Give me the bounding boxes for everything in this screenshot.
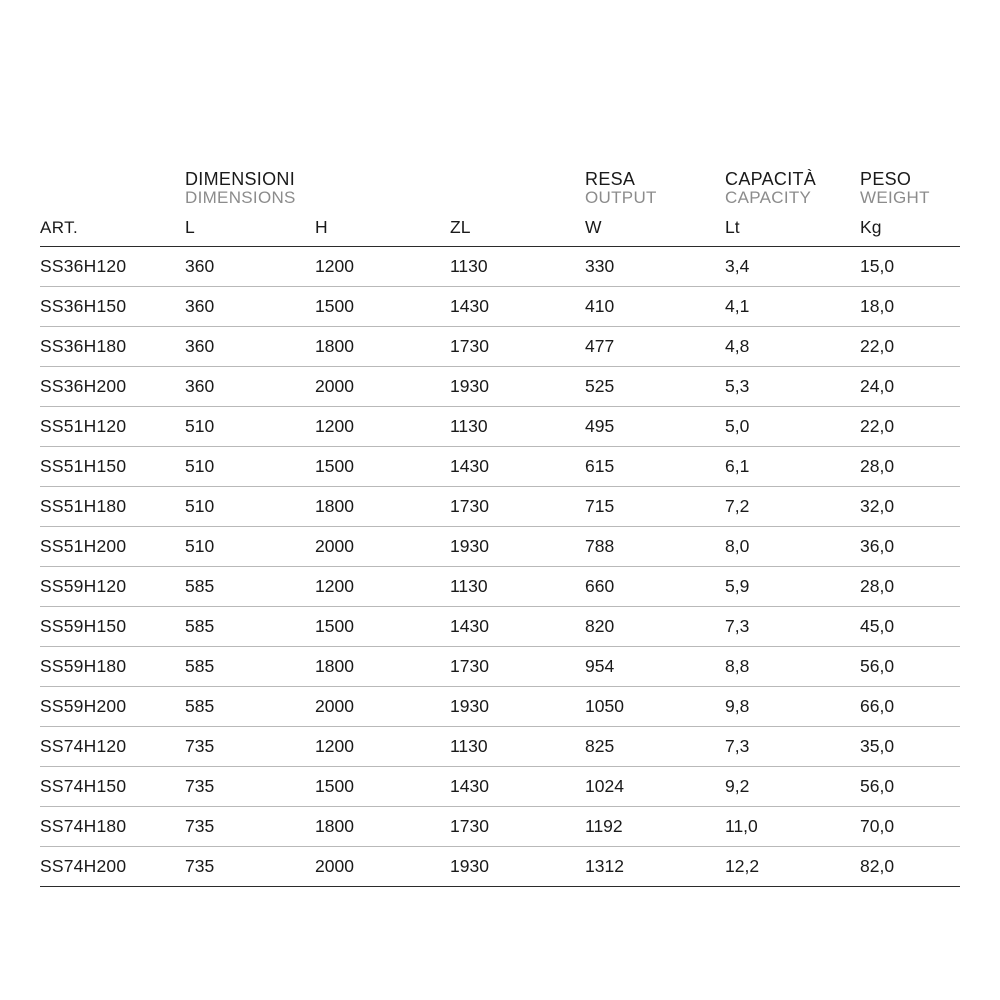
cell-kg: 24,0: [860, 366, 960, 406]
table-row: [40, 486, 960, 526]
table-row: [40, 526, 960, 566]
cell-l: 510: [185, 526, 315, 566]
cell-zl: 1430: [450, 446, 585, 486]
table-row: [40, 686, 960, 726]
table-body: [40, 246, 960, 886]
cell-h: 2000: [315, 846, 450, 886]
table-row: [40, 366, 960, 406]
cell-lt: 9,8: [725, 686, 860, 726]
cell-l: 360: [185, 246, 315, 286]
cell-h: 1800: [315, 326, 450, 366]
cell-zl: 1130: [450, 246, 585, 286]
cell-w: 410: [585, 286, 725, 326]
group-header-peso: [860, 170, 960, 211]
cell-w: 820: [585, 606, 725, 646]
specification-table: [40, 170, 960, 887]
cell-kg: 22,0: [860, 406, 960, 446]
cell-zl: 1730: [450, 806, 585, 846]
cell-kg: 28,0: [860, 446, 960, 486]
column-header-zl: ZL: [450, 211, 585, 247]
cell-zl: 1730: [450, 486, 585, 526]
cell-kg: 35,0: [860, 726, 960, 766]
cell-zl: 1430: [450, 766, 585, 806]
group-header-row: [40, 170, 960, 211]
cell-l: 360: [185, 366, 315, 406]
cell-art: SS51H200: [40, 526, 185, 566]
cell-art: SS74H180: [40, 806, 185, 846]
group-label-it: PESO: [860, 169, 912, 189]
cell-lt: 5,9: [725, 566, 860, 606]
cell-kg: 66,0: [860, 686, 960, 726]
cell-kg: 56,0: [860, 766, 960, 806]
group-header-resa: [585, 170, 725, 211]
cell-l: 585: [185, 646, 315, 686]
cell-w: 660: [585, 566, 725, 606]
table-row: [40, 846, 960, 886]
cell-h: 1800: [315, 486, 450, 526]
column-header-art: ART.: [40, 211, 185, 247]
cell-art: SS74H120: [40, 726, 185, 766]
cell-lt: 8,0: [725, 526, 860, 566]
cell-zl: 1430: [450, 286, 585, 326]
cell-w: 825: [585, 726, 725, 766]
table-row: [40, 646, 960, 686]
cell-art: SS36H150: [40, 286, 185, 326]
cell-w: 1024: [585, 766, 725, 806]
cell-l: 360: [185, 326, 315, 366]
cell-h: 2000: [315, 526, 450, 566]
column-header-w: W: [585, 211, 725, 247]
cell-lt: 5,3: [725, 366, 860, 406]
table-row: [40, 446, 960, 486]
cell-l: 735: [185, 806, 315, 846]
cell-h: 1500: [315, 446, 450, 486]
group-header-art: [40, 170, 185, 211]
cell-zl: 1930: [450, 686, 585, 726]
cell-h: 1800: [315, 806, 450, 846]
cell-h: 1800: [315, 646, 450, 686]
column-header-kg: Kg: [860, 211, 960, 247]
cell-art: SS59H200: [40, 686, 185, 726]
cell-h: 2000: [315, 366, 450, 406]
cell-lt: 9,2: [725, 766, 860, 806]
cell-w: 495: [585, 406, 725, 446]
table-row: [40, 286, 960, 326]
cell-lt: 6,1: [725, 446, 860, 486]
cell-h: 1200: [315, 246, 450, 286]
cell-art: SS51H120: [40, 406, 185, 446]
cell-kg: 36,0: [860, 526, 960, 566]
cell-kg: 70,0: [860, 806, 960, 846]
cell-zl: 1430: [450, 606, 585, 646]
group-label-it: RESA: [585, 169, 636, 189]
cell-zl: 1930: [450, 526, 585, 566]
group-header-capacita: [725, 170, 860, 211]
group-label-en: OUTPUT: [585, 187, 657, 207]
cell-w: 330: [585, 246, 725, 286]
cell-l: 510: [185, 446, 315, 486]
cell-lt: 4,8: [725, 326, 860, 366]
column-header-l: L: [185, 211, 315, 247]
cell-art: SS74H200: [40, 846, 185, 886]
table-row: [40, 246, 960, 286]
cell-lt: 3,4: [725, 246, 860, 286]
cell-w: 615: [585, 446, 725, 486]
cell-l: 735: [185, 766, 315, 806]
group-header-dimensioni: [185, 170, 585, 211]
cell-kg: 32,0: [860, 486, 960, 526]
cell-zl: 1930: [450, 366, 585, 406]
group-label-en: DIMENSIONS: [185, 187, 296, 207]
cell-art: SS51H180: [40, 486, 185, 526]
cell-zl: 1730: [450, 326, 585, 366]
cell-art: SS36H120: [40, 246, 185, 286]
cell-h: 2000: [315, 686, 450, 726]
cell-lt: 8,8: [725, 646, 860, 686]
cell-h: 1500: [315, 286, 450, 326]
cell-l: 585: [185, 686, 315, 726]
cell-w: 715: [585, 486, 725, 526]
cell-h: 1200: [315, 566, 450, 606]
column-header-h: H: [315, 211, 450, 247]
cell-lt: 5,0: [725, 406, 860, 446]
cell-h: 1200: [315, 406, 450, 446]
cell-kg: 28,0: [860, 566, 960, 606]
cell-lt: 7,2: [725, 486, 860, 526]
cell-kg: 45,0: [860, 606, 960, 646]
table-row: [40, 406, 960, 446]
cell-art: SS74H150: [40, 766, 185, 806]
cell-l: 510: [185, 406, 315, 446]
cell-zl: 1130: [450, 566, 585, 606]
group-label-en: WEIGHT: [860, 187, 930, 207]
group-label-it: DIMENSIONI: [185, 169, 296, 189]
cell-kg: 22,0: [860, 326, 960, 366]
cell-w: 477: [585, 326, 725, 366]
cell-l: 735: [185, 726, 315, 766]
cell-w: 1312: [585, 846, 725, 886]
cell-zl: 1930: [450, 846, 585, 886]
cell-w: 1192: [585, 806, 725, 846]
cell-lt: 12,2: [725, 846, 860, 886]
cell-w: 525: [585, 366, 725, 406]
cell-h: 1500: [315, 606, 450, 646]
cell-lt: 7,3: [725, 726, 860, 766]
cell-l: 585: [185, 606, 315, 646]
cell-art: SS59H150: [40, 606, 185, 646]
cell-kg: 56,0: [860, 646, 960, 686]
cell-kg: 82,0: [860, 846, 960, 886]
cell-zl: 1130: [450, 726, 585, 766]
table-row: [40, 566, 960, 606]
group-label-en: CAPACITY: [725, 187, 812, 207]
cell-w: 954: [585, 646, 725, 686]
cell-l: 360: [185, 286, 315, 326]
table-row: [40, 606, 960, 646]
column-header-row: [40, 211, 960, 247]
cell-l: 510: [185, 486, 315, 526]
table-row: [40, 326, 960, 366]
table-row: [40, 766, 960, 806]
cell-lt: 7,3: [725, 606, 860, 646]
cell-lt: 4,1: [725, 286, 860, 326]
cell-h: 1500: [315, 766, 450, 806]
cell-zl: 1130: [450, 406, 585, 446]
cell-art: SS36H200: [40, 366, 185, 406]
cell-art: SS59H180: [40, 646, 185, 686]
cell-art: SS59H120: [40, 566, 185, 606]
cell-w: 788: [585, 526, 725, 566]
cell-lt: 11,0: [725, 806, 860, 846]
cell-kg: 18,0: [860, 286, 960, 326]
cell-w: 1050: [585, 686, 725, 726]
cell-zl: 1730: [450, 646, 585, 686]
cell-art: SS51H150: [40, 446, 185, 486]
cell-art: SS36H180: [40, 326, 185, 366]
cell-l: 585: [185, 566, 315, 606]
cell-l: 735: [185, 846, 315, 886]
cell-kg: 15,0: [860, 246, 960, 286]
column-header-lt: Lt: [725, 211, 860, 247]
table-row: [40, 806, 960, 846]
table-row: [40, 726, 960, 766]
cell-h: 1200: [315, 726, 450, 766]
group-label-it: CAPACITÀ: [725, 169, 817, 189]
